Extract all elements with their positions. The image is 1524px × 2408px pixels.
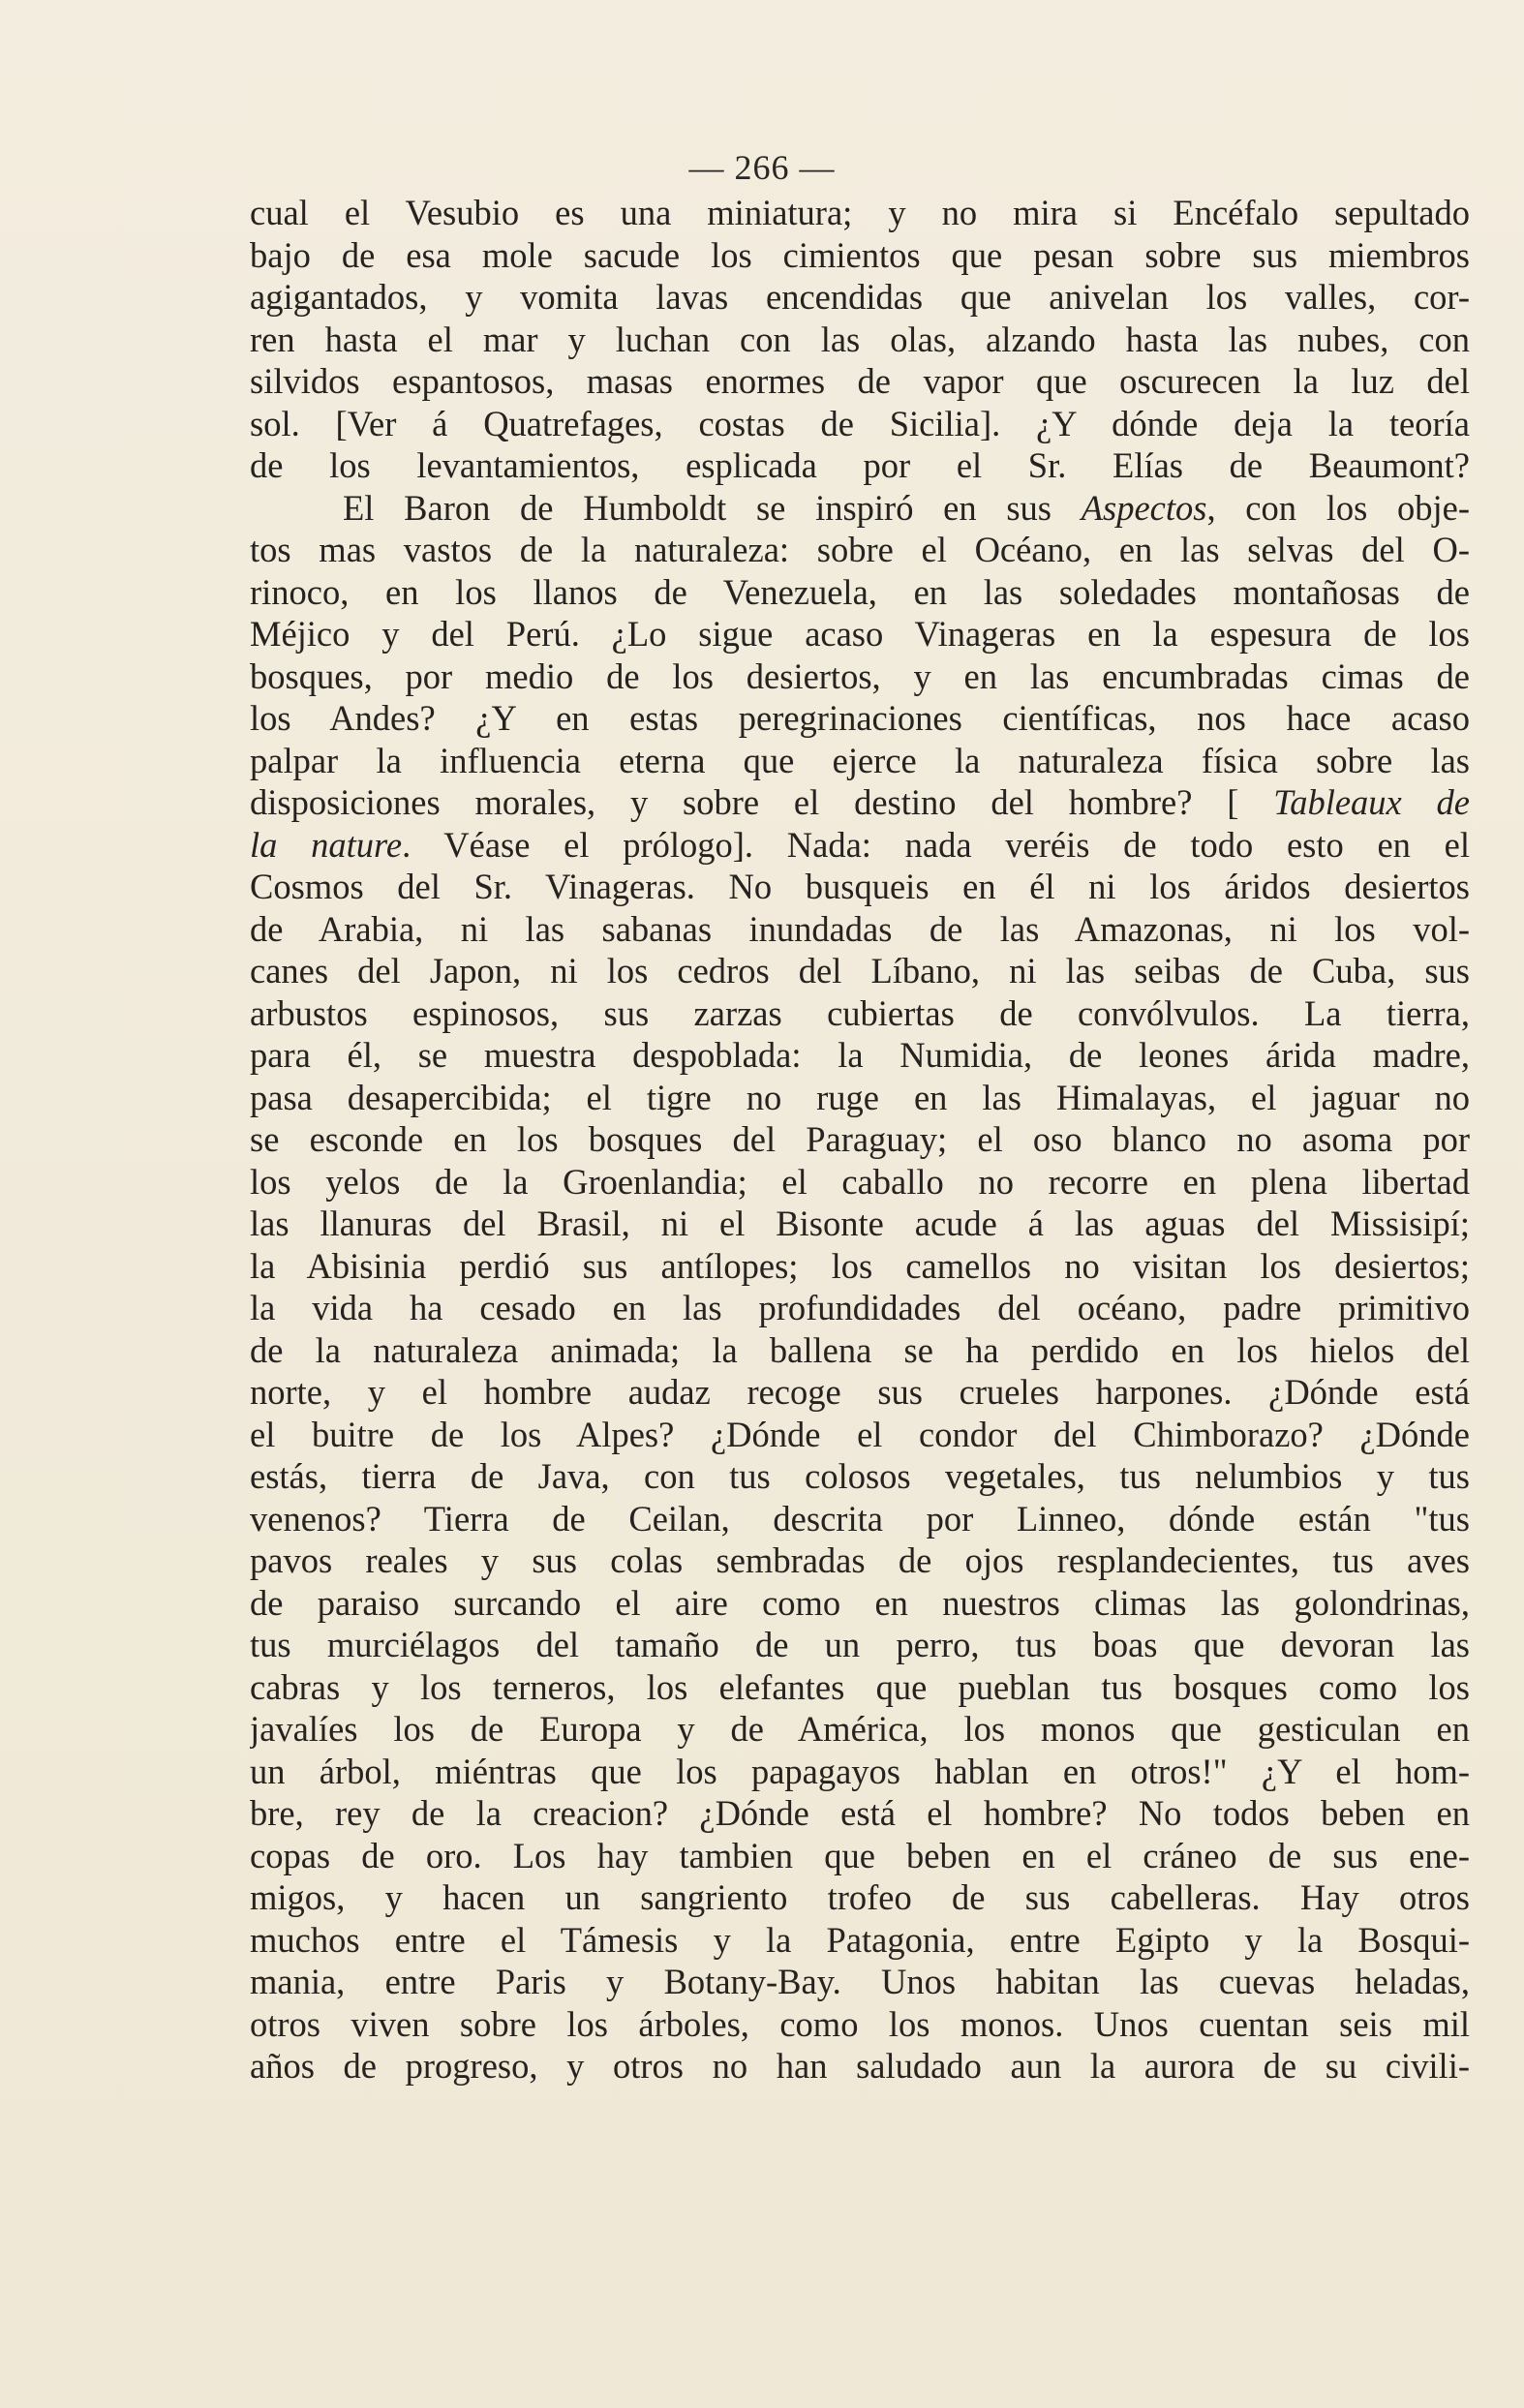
text-line	[250, 529, 1470, 571]
text-line-main: los Andes? ¿Y en estas peregrinaciones científicas, nos hace acaso	[250, 698, 1470, 738]
text-line-main: Méjico y del Perú. ¿Lo sigue acaso Vinageras en la espesura de los	[250, 614, 1470, 654]
text-line-main: mania, entre Paris y Botany-Bay. Unos habitan las cuevas heladas,	[250, 1962, 1470, 2001]
text-line-main: palpar la influencia eterna que ejerce la naturaleza física sobre las	[250, 740, 1470, 780]
text-line	[250, 866, 1470, 908]
text-line-main: años de progreso, y otros no han saludado aun la aurora de su civili-	[250, 2046, 1470, 2086]
text-line-main: agigantados, y vomita lavas encendidas que anivelan los valles, cor-	[250, 277, 1470, 317]
text-line-main: de paraiso surcando el aire como en nuestros climas las golondrinas,	[250, 1582, 1470, 1623]
text-line	[250, 1498, 1470, 1540]
text-line	[250, 1203, 1470, 1245]
text-line	[250, 1708, 1470, 1751]
text-line	[250, 655, 1470, 698]
text-line	[250, 487, 1470, 530]
text-line	[250, 1414, 1470, 1456]
text-line-main: copas de oro. Los hay tambien que beben en el cráneo de sus ene-	[250, 1835, 1470, 1875]
text-line-main: de la naturaleza animada; la ballena se ha perdido en los hielos del	[250, 1329, 1470, 1370]
text-line-main: cual el Vesubio es una miniatura; y no mira si Encéfalo sepultado	[250, 193, 1470, 232]
text-line-main: bajo de esa mole sacude los cimientos que pesan sobre sus miembros	[250, 234, 1470, 275]
text-line	[250, 1077, 1470, 1119]
page-number: — 266 —	[688, 148, 836, 187]
body-text	[250, 192, 1470, 2088]
text-line	[250, 571, 1470, 614]
text-line	[250, 2045, 1470, 2088]
italic-title: la nature	[250, 824, 403, 865]
text-line	[250, 1624, 1470, 1666]
text-line-main: El Baron de Humboldt se inspiró en sus	[343, 487, 1052, 528]
text-line-tail: , con los obje-	[1206, 487, 1470, 528]
text-line	[250, 1876, 1470, 1919]
text-line	[250, 992, 1470, 1035]
text-line-main: para él, se muestra despoblada: la Numidia, de leones árida madre,	[250, 1035, 1470, 1075]
text-line-main: cabras y los terneros, los elefantes que pueblan tus bosques como los	[250, 1666, 1470, 1707]
text-line	[250, 781, 1470, 824]
text-line	[250, 1118, 1470, 1161]
text-line	[250, 276, 1470, 319]
italic-title: Aspectos	[1081, 487, 1207, 528]
text-line	[250, 1287, 1470, 1329]
text-line-main: los yelos de la Groenlandia; el caballo no recorre en plena libertad	[250, 1161, 1470, 1202]
text-line	[250, 1961, 1470, 2003]
text-line-main: de los levantamientos, esplicada por el Sr. Elías de Beaumont?	[250, 445, 1470, 485]
text-line-main: arbustos espinosos, sus zarzas cubiertas de convólvulos. La tierra,	[250, 992, 1470, 1033]
text-line	[250, 360, 1470, 403]
text-line-main: sol. [Ver á Quatrefages, costas de Sicilia]. ¿Y dónde deja la teoría	[250, 403, 1470, 443]
text-line-main: venenos? Tierra de Ceilan, descrita por Linneo, dónde están "tus	[250, 1498, 1470, 1539]
text-line	[250, 319, 1470, 361]
text-line-main: la Abisinia perdió sus antílopes; los camellos no visitan los desiertos;	[250, 1245, 1470, 1286]
italic-title: Tableaux de	[1273, 782, 1470, 822]
text-line-main: se esconde en los bosques del Paraguay; el oso blanco no asoma por	[250, 1119, 1470, 1159]
text-line	[250, 950, 1470, 992]
text-line-main: la vida ha cesado en las profundidades del océano, padre primitivo	[250, 1288, 1470, 1327]
text-line-main: Cosmos del Sr. Vinageras. No busqueis en él ni los áridos desiertos	[250, 867, 1470, 906]
text-line-main: migos, y hacen un sangriento trofeo de sus cabelleras. Hay otros	[250, 1877, 1470, 1917]
text-line	[250, 1329, 1470, 1372]
text-line-main: pasa desapercibida; el tigre no ruge en las Himalayas, el jaguar no	[250, 1077, 1470, 1117]
text-line-main: norte, y el hombre audaz recoge sus crueles harpones. ¿Dónde está	[250, 1372, 1470, 1412]
text-line-main: ren hasta el mar y luchan con las olas, alzando hasta las nubes, con	[250, 319, 1470, 359]
text-line	[250, 613, 1470, 655]
text-line	[250, 1245, 1470, 1288]
text-line	[250, 908, 1470, 951]
text-line	[250, 1161, 1470, 1204]
text-line-main: bre, rey de la creacion? ¿Dónde está el hombre? No todos beben en	[250, 1793, 1470, 1833]
text-line-main: canes del Japon, ni los cedros del Líbano, ni las seibas de Cuba, sus	[250, 951, 1470, 991]
text-line	[250, 1371, 1470, 1414]
text-line-main: el buitre de los Alpes? ¿Dónde el condor del Chimborazo? ¿Dónde	[250, 1414, 1470, 1454]
text-line	[250, 824, 1470, 867]
text-line-tail: . Véase el prólogo]. Nada: nada veréis de todo esto en el	[402, 824, 1470, 865]
text-line	[250, 1792, 1470, 1835]
text-line	[250, 1455, 1470, 1498]
text-line-main: tus murciélagos del tamaño de un perro, tus boas que devoran las	[250, 1625, 1470, 1664]
text-line-main: pavos reales y sus colas sembradas de ojos resplandecientes, tus aves	[250, 1540, 1470, 1580]
text-line	[250, 444, 1470, 487]
text-line	[250, 1582, 1470, 1625]
text-line	[250, 1751, 1470, 1793]
text-line	[250, 1539, 1470, 1582]
text-line	[250, 2003, 1470, 2046]
text-line-main: rinoco, en los llanos de Venezuela, en las soledades montañosas de	[250, 571, 1470, 612]
text-line-main: tos mas vastos de la naturaleza: sobre el Océano, en las selvas del O-	[250, 530, 1470, 569]
text-line-main: de Arabia, ni las sabanas inundadas de las Amazonas, ni los vol-	[250, 908, 1470, 949]
text-line-main: disposiciones morales, y sobre el destino del hombre? [	[250, 782, 1239, 822]
text-line-main: bosques, por medio de los desiertos, y en las encumbradas cimas de	[250, 655, 1470, 696]
text-line	[250, 192, 1470, 234]
text-line-main: estás, tierra de Java, con tus colosos vegetales, tus nelumbios y tus	[250, 1456, 1470, 1496]
text-line-main: javalíes los de Europa y de América, los monos que gesticulan en	[250, 1709, 1470, 1749]
text-line	[250, 1919, 1470, 1962]
text-line	[250, 1835, 1470, 1877]
text-line	[250, 1034, 1470, 1077]
text-line	[250, 403, 1470, 445]
text-line	[250, 697, 1470, 740]
text-line-main: un árbol, miéntras que los papagayos hablan en otros!" ¿Y el hom-	[250, 1751, 1470, 1791]
text-line-main: silvidos espantosos, masas enormes de vapor que oscurecen la luz del	[250, 361, 1470, 401]
text-line	[250, 1666, 1470, 1709]
text-line-main: las llanuras del Brasil, ni el Bisonte acude á las aguas del Missisipí;	[250, 1204, 1470, 1243]
text-line-main: muchos entre el Támesis y la Patagonia, entre Egipto y la Bosqui-	[250, 1919, 1470, 1960]
text-line-main: otros viven sobre los árboles, como los monos. Unos cuentan seis mil	[250, 2003, 1470, 2044]
text-line	[250, 234, 1470, 277]
text-line	[250, 740, 1470, 782]
